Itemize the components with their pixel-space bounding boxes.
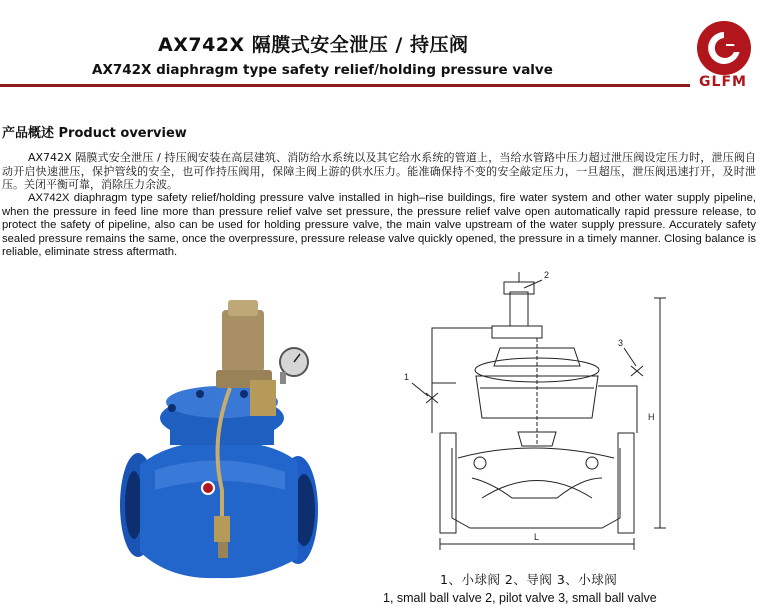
drawing-label-length: L — [534, 532, 540, 542]
page-subtitle: AX742X diaphragm type safety relief/holding pressure valve — [92, 62, 553, 78]
valve-product-photo — [110, 290, 330, 590]
page-title: AX742X 隔膜式安全泄压 / 持压阀 — [158, 34, 469, 56]
overview-text-cn: AX742X 隔膜式安全泄压 / 持压阀安装在高层建筑、消防给水系统以及其它给水系统的管道上，当给水管路中压力超过泄压阀设定压力时，泄压阀自动开启快速泄压，保护管线的安全，也可作持压阀用，保障主阀上游的供水压力。能准确保持不变的安全敲定压力，一旦超压，泄压阀迅速打开，及时泄压。关闭平衡可靠，消除压力余波。 — [2, 151, 756, 191]
drawing-caption-en: 1, small ball valve 2, pilot valve 3, small ball valve — [383, 591, 657, 605]
drawing-caption-cn: 1、小球阀 2、导阀 3、小球阀 — [440, 572, 618, 587]
drawing-label-height: H — [648, 412, 655, 422]
overview-paragraph-cn — [2, 151, 756, 192]
logo-wordmark: GLFM — [699, 74, 747, 90]
drawing-label-1: 1 — [404, 372, 410, 382]
valve-technical-drawing — [392, 268, 682, 558]
overview-text-en: AX742X diaphragm type safety relief/holding pressure valve installed in high–rise buildings, fire water system and other water supply pipeline, when the pressure in feed line more than pressure relief valve set pressure, the pressure relief valve open automatically rapid pressure release, to protect the safety of pipeline, also can be used for holding pressure valve, the main valve upstream of the water supply pressure. Accurately safety sealed pressure remains the same, once the overpressure, pressure release valve quickly opened, the pressure in a timely manner. Closing balance is reliable, eliminate stress aftermath. — [2, 192, 756, 258]
overview-paragraph-en — [2, 192, 756, 260]
drawing-label-3: 3 — [618, 338, 624, 348]
drawing-label-2: 2 — [544, 270, 550, 280]
section-title-overview: 产品概述 Product overview — [2, 126, 187, 141]
header-divider — [0, 84, 690, 87]
